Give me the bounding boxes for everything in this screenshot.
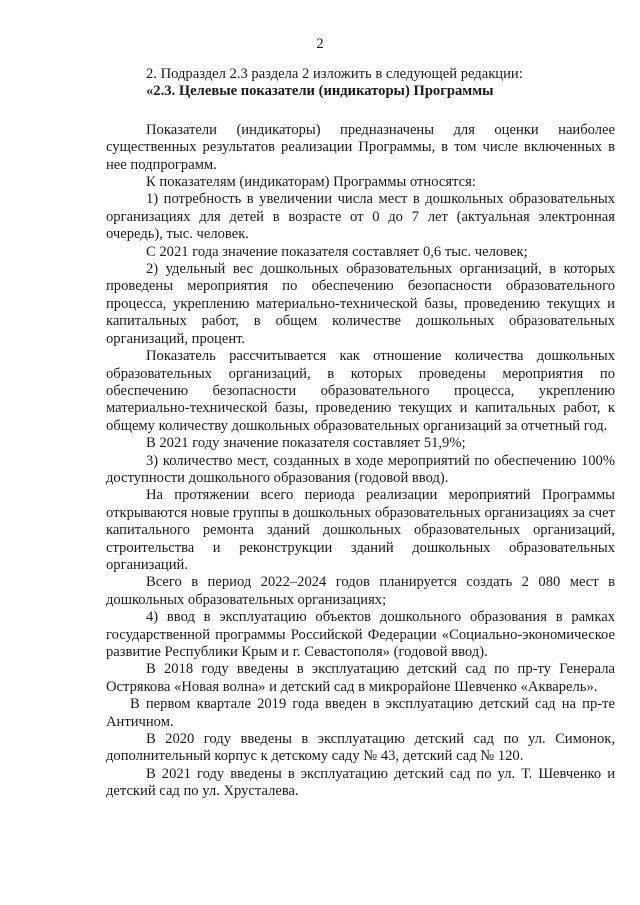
paragraph-indicators-list-intro: К показателям (индикаторам) Программы относятся: <box>146 174 476 191</box>
paragraph-new-groups: На протяжении всего периода реализации мероприятий Программы открываются новые группы в дошкольных образовательных организациях за счет капитального ремонта зданий дошкольных образовательных организаций, строительства и реконструкции зданий дошкольных образовательных организаций. <box>106 487 615 573</box>
paragraph-year-2020: В 2020 году введены в эксплуатацию детский сад по ул. Симонок, дополнительный корпус к детскому саду № 43, детский сад № 120. <box>106 731 615 765</box>
paragraph-indicator-4: 4) ввод в эксплуатацию объектов дошкольного образования в рамках государственной программы Российской Федерации «Социально-экономическое развитие Республики Крым и г. Севастополя» (годовой ввод). <box>106 609 615 660</box>
paragraph-indicator-3: 3) количество мест, созданных в ходе мероприятий по обеспечению 100% доступности дошкольного образования (годовой ввод). <box>106 452 615 486</box>
paragraph-indicator-2-calculation: Показатель рассчитывается как отношение количества дошкольных образовательных организаций, в которых проведены мероприятия по обеспечению безопасности образовательного процесса, укреплению материально-технической базы, проведению текущих и капитальных работ, к общему количеству дошкольных образовательных организаций за отчетный год. <box>106 348 615 434</box>
paragraph-indicator-2-value: В 2021 году значение показателя составляет 51,9%; <box>146 435 466 452</box>
paragraph-planned-places: Всего в период 2022–2024 годов планируется создать 2 080 мест в дошкольных образовательных организациях; <box>106 574 615 608</box>
paragraph-indicator-1-value: С 2021 года значение показателя составляет 0,6 тыс. человек; <box>146 243 528 260</box>
paragraph-year-2021: В 2021 году введены в эксплуатацию детский сад по ул. Т. Шевченко и детский сад по ул. Хрусталева. <box>106 765 615 800</box>
intro-line: 2. Подраздел 2.3 раздела 2 изложить в следующей редакции: <box>146 66 523 82</box>
paragraph-year-2018: В 2018 году введены в эксплуатацию детский сад по пр-ту Генерала Острякова «Новая волна» и детский сад в микрорайоне Шевченко «Акварель». <box>106 661 615 695</box>
paragraph-year-2019: В первом квартале 2019 года введен в эксплуатацию детский сад на пр-те Античном. <box>106 696 615 730</box>
page-number: 2 <box>316 36 324 52</box>
document-body <box>106 66 615 801</box>
paragraph-indicators-purpose: Показатели (индикаторы) предназначены для оценки наиболее существенных результатов реализации Программы, в том числе включенных в нее подпрограмм. <box>106 121 615 173</box>
paragraph-indicator-2: 2) удельный вес дошкольных образовательных организаций, в которых проведены мероприятия по обеспечению безопасности образовательного процесса, укреплению материально-технической базы, проведению текущих и капитальных работ, в общем количестве дошкольных образовательных организаций, процент. <box>106 261 615 347</box>
section-heading: «2.3. Целевые показатели (индикаторы) Программы <box>146 83 494 100</box>
paragraph-indicator-1: 1) потребность в увеличении числа мест в дошкольных образовательных организациях для детей в возрасте от 0 до 7 лет (актуальная электронная очередь), тыс. человек. <box>106 191 615 243</box>
